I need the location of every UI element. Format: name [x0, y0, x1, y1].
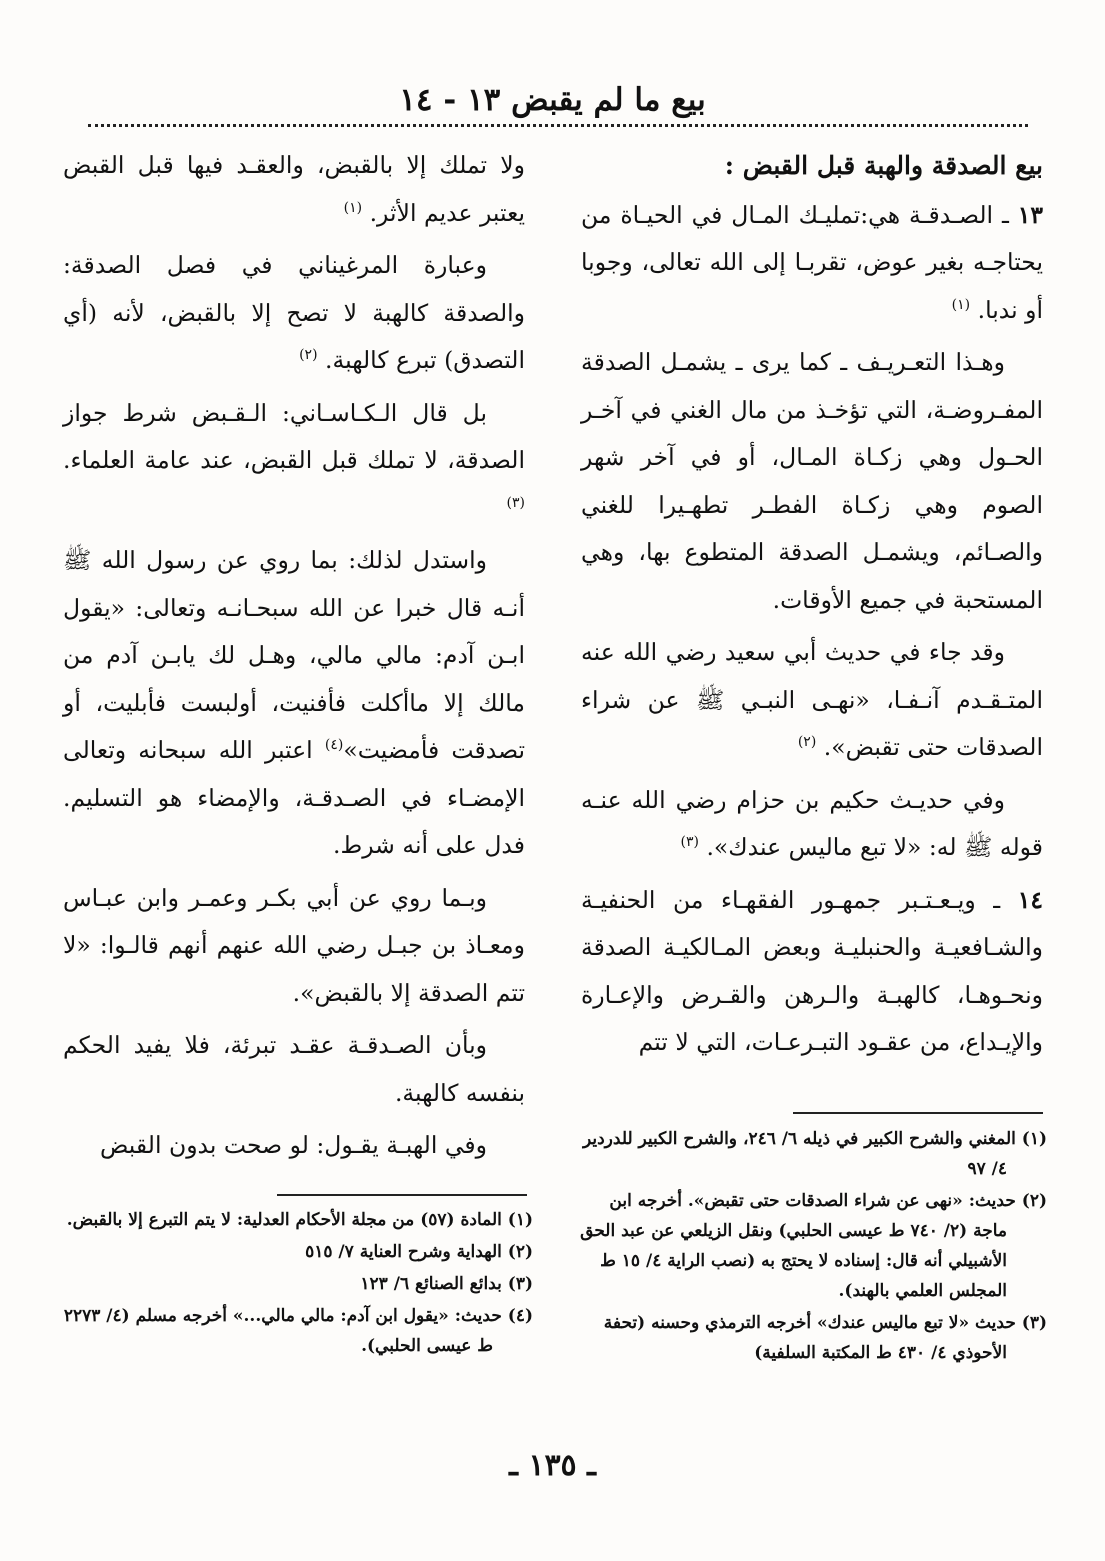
section-title: بيع الصدقة والهبة قبل القبض :	[724, 151, 1043, 180]
footnote-ref[interactable]: (٢)	[797, 734, 817, 751]
paragraph-text: واستدل لذلك: بما روي عن رسول الله ﷺ أنـه قال خبرا عن الله سبحـانـه وتعالى: «يقول ابـن آدم: مالي مالي، وهـل لك يابـن آدم من مالك إلا ماأكلت فأفنيت، أولبست فأبليت، أو تصدقت فأمضيت»	[63, 546, 525, 764]
footnote-separator-right	[793, 1112, 1043, 1114]
footnote-ref[interactable]: (٢)	[299, 347, 318, 364]
left-text-column	[63, 142, 525, 1175]
paragraph	[63, 142, 525, 237]
paragraph-number-14: ١٤	[1017, 885, 1043, 914]
paragraph	[581, 777, 1043, 872]
page-number: ـ ١٣٥ ـ	[509, 1448, 596, 1483]
footnote: (٢) الهداية وشرح العناية ٧/ ٥١٥	[305, 1242, 533, 1262]
paragraph-text: وقد جاء في حديث أبي سعيد رضي الله عنه المتـقـدم آنـفـا، «نهـى النبـي ﷺ عن شراء الصدقات حتى تقبض».	[581, 638, 1043, 761]
paragraph	[581, 629, 1043, 772]
footnotes-left	[63, 1205, 533, 1363]
paragraph	[63, 875, 525, 1018]
running-header-title: بيع ما لم يقبض ١٣ - ١٤	[399, 82, 706, 118]
footnote: (٢) حديث: «نهى عن شراء الصدقات حتى تقبض». أخرجه ابن ماجة (٢/ ٧٤٠ ط عيسى الحلبي) ونقل الزيلعي عن عبد الحق الأشبيلي أنه قال: إسناده لا يحتج به (نصب الراية ٤/ ١٥ ط المجلس العلمي بالهند).	[580, 1191, 1047, 1301]
paragraph	[63, 537, 525, 870]
footnote-separator-left	[277, 1194, 527, 1196]
paragraph-13	[581, 192, 1043, 335]
paragraph-text: وفي الهبـة يقـول: لو صحت بدون القبض	[100, 1131, 487, 1159]
paragraph	[581, 339, 1043, 624]
paragraph-text: ـ ويـعـتـبر جمهـور الفقهـاء من الحنفيـة والشـافعيـة والحنبليـة وبعض المـالكيـة الصدقة ونحـوهـا، كالهبـة والـرهن والقـرض والإعـارة والإيـداع، من عقـود التبـرعـات، التي لا تتم	[581, 885, 1043, 1056]
paragraph-14	[581, 877, 1043, 1067]
paragraph-text: وبـما روي عن أبي بكـر وعمـر وابن عبـاس ومعـاذ بن جبـل رضي الله عنهم أنهم قالـوا: «لا تتم الصدقة إلا بالقبض».	[63, 883, 525, 1007]
paragraph-text: وفي حديـث حكيم بن حزام رضي الله عنـه قوله ﷺ له: «لا تبع ماليس عندك».	[581, 785, 1043, 861]
paragraph-number-13: ١٣	[1017, 200, 1043, 229]
header-dotted-rule	[88, 124, 1028, 127]
paragraph-text: بل قال الـكـاسـاني: الـقـبض شرط جواز الصدقة، لا تملك قبل القبض، عند عامة العلماء.	[63, 398, 525, 474]
paragraph	[63, 242, 525, 385]
footnote: (٣) بدائع الصنائع ٦/ ١٢٣	[360, 1274, 533, 1294]
footnote-ref[interactable]: (٤)	[324, 737, 344, 754]
footnote: (١) المادة (٥٧) من مجلة الأحكام العدلية: لا يتم التبرع إلا بالقبض.	[66, 1210, 533, 1230]
footnote: (١) المغني والشرح الكبير في ذيله ٦/ ٢٤٦، والشرح الكبير للدردير ٤/ ٩٧	[583, 1129, 1047, 1179]
footnote-ref[interactable]: (٣)	[680, 834, 699, 851]
footnote: (٤) حديث: «يقول ابن آدم: مالي مالي...» أخرجه مسلم (٤/ ٢٢٧٣ ط عيسى الحلبي).	[63, 1306, 533, 1356]
footnote-ref[interactable]: (٣)	[506, 494, 525, 511]
footnote-ref[interactable]: (١)	[951, 296, 971, 313]
paragraph-text: وبأن الصـدقـة عقـد تبرئة، فلا يفيد الحكم بنفسه كالهبة.	[63, 1031, 525, 1107]
paragraph-text: ـ الصـدقـة هي:تمليـك المـال في الحيـاة من يحتاجـه بغير عوض، تقربـا إلى الله تعالى، وجوبا أو ندبا.	[581, 200, 1043, 324]
footnote: (٣) حديث «لا تبع ماليس عندك» أخرجه الترمذي وحسنه (تحفة الأحوذي ٤/ ٤٣٠ ط المكتبة السلفية)	[603, 1313, 1047, 1363]
paragraph-text: ولا تملك إلا بالقبض، والعقـد فيها قبل القبض يعتبر عديم الأثر.	[63, 151, 525, 227]
paragraph	[63, 1022, 525, 1117]
footnote-ref[interactable]: (١)	[343, 199, 363, 216]
paragraph-text: وعبارة المرغيناني في فصل الصدقة: والصدقة كالهبة لا تصح إلا بالقبض، لأنه (أي التصدق) تبرع كالهبة.	[63, 251, 525, 374]
paragraph	[63, 1122, 525, 1170]
right-text-column	[581, 142, 1043, 1072]
paragraph	[63, 390, 525, 533]
paragraph-text: وهـذا التعـريـف ـ كما يرى ـ يشمـل الصدقة المفـروضـة، التي تؤخـذ من مال الغني في آخـر الحـول وهي زكـاة المـال، أو في آخر شهر الصوم وهي زكـاة الفطـر تطهـيرا للغني والصـائم، ويشمـل الصدقة المتطوع بها، وهي المستحبة في جميع الأوقات.	[581, 348, 1043, 614]
paragraph-text: اعتبر الله سبحانه وتعالى الإمضـاء في الصـدقـة، والإمضاء هو التسليم. فدل على أنه شرط.	[63, 736, 525, 859]
footnotes-right	[577, 1124, 1047, 1370]
